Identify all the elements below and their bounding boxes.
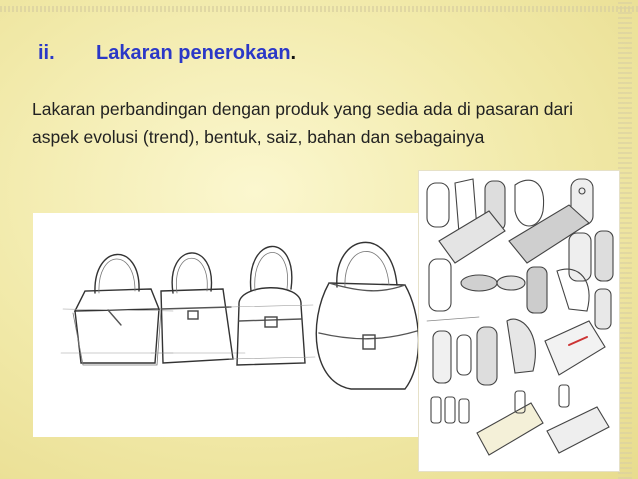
handbag-sketch-3 [229, 246, 315, 365]
heading-period: . [290, 42, 297, 64]
phone-sketch-row-4 [427, 317, 605, 385]
handbag-sketch-4 [316, 242, 418, 389]
body-text: Lakaran perbandingan dengan produk yang sedia ada di pasaran dari aspek evolusi (trend), bentuk, saiz, bahan dan sebagainya [32, 99, 573, 147]
handbag-sketch-2 [151, 253, 245, 363]
dotted-border-top [0, 6, 638, 12]
handbag-sketch-1 [61, 254, 173, 365]
heading-number: ii. [38, 42, 55, 64]
phone-sketches-image [418, 170, 620, 472]
section-heading [38, 42, 296, 65]
dotted-border-right [618, 0, 632, 479]
handbag-sketches-image [33, 213, 418, 437]
heading-text: Lakaran penerokaan [96, 42, 291, 64]
phone-sketch-row-5 [431, 385, 609, 455]
